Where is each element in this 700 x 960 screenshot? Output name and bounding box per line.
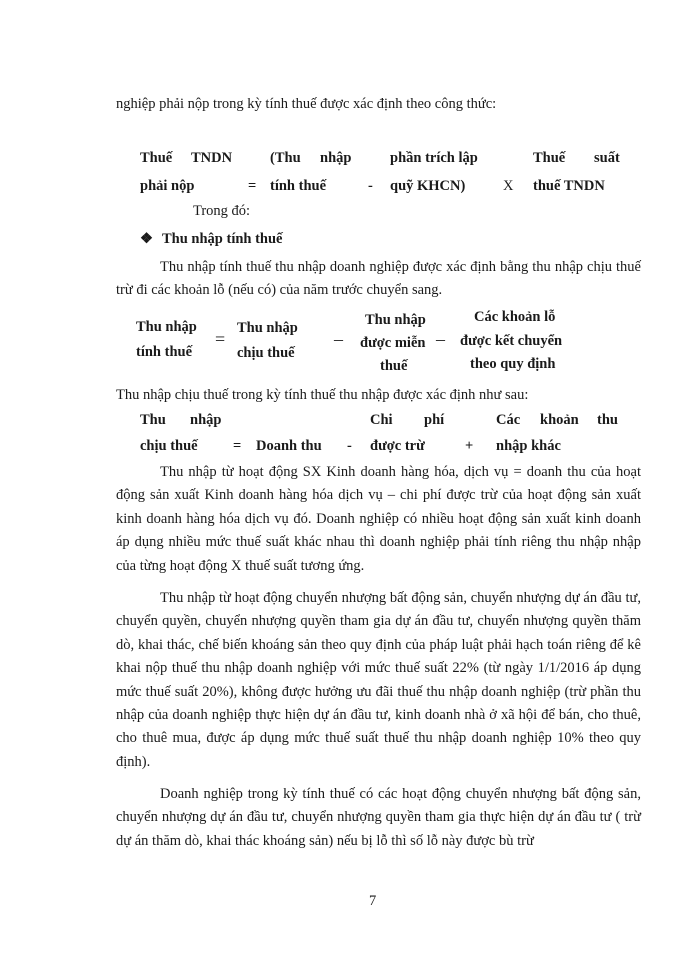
formula3-term: phí <box>424 412 445 428</box>
formula1-term: (Thu <box>270 150 301 166</box>
chiu-thue-line: Thu nhập chịu thuế trong kỳ tính thuế thu nhập được xác định như sau: <box>116 387 529 403</box>
section-bullet-icon: ❖ <box>140 231 153 247</box>
formula3-equals: = <box>233 438 242 454</box>
formula3-term: Các <box>496 412 521 428</box>
formula1-equals: = <box>248 178 257 194</box>
formula1-term: Thuế <box>533 150 566 166</box>
intro-line: nghiệp phải nộp trong kỳ tính thuế được xác định theo công thức: <box>116 96 497 112</box>
formula1-term: thuế TNDN <box>533 178 605 194</box>
formula2-term: tính thuế <box>136 344 193 360</box>
formula2-term: Thu nhập <box>237 320 298 336</box>
formula2-term: Các khoản lỗ <box>474 309 556 325</box>
formula1-times: X <box>503 178 514 194</box>
formula2-equals: = <box>215 329 226 349</box>
formula3-term: nhập khác <box>496 438 561 454</box>
formula3-term: được trừ <box>370 438 425 454</box>
formula3-term: chịu thuế <box>140 438 198 454</box>
formula2-term: được miễn <box>360 335 426 351</box>
formula3-term: nhập <box>190 412 222 428</box>
formula3-plus: + <box>465 438 474 454</box>
formula1-term: nhập <box>320 150 352 166</box>
formula1-term: Thuế <box>140 150 173 166</box>
formula2-term: theo quy định <box>470 356 556 372</box>
formula2-minus: – <box>436 329 445 349</box>
section-heading: Thu nhập tính thuế <box>162 231 283 247</box>
paragraph-loss-offset: Doanh nghiệp trong kỳ tính thuế có các hoạt động chuyển nhượng bất động sản, chuyển nhượng dự án đầu tư, chuyển nhượng quyền tham gia thực hiện dự án đầu tư ( trừ dự án thăm dò, khai thác khoáng sản) nếu bị lỗ thì số lỗ này được bù trừ <box>116 786 641 849</box>
formula3-term: khoản <box>540 412 579 428</box>
paragraph-taxable-income: Thu nhập tính thuế thu nhập doanh nghiệp được xác định bằng thu nhập chịu thuế trừ đi các khoản lỗ (nếu có) của năm trước chuyển sang. <box>116 259 641 299</box>
paragraph-real-estate-income: Thu nhập từ hoạt động chuyển nhượng bất động sản, chuyển nhượng dự án đầu tư, chuyển quyền, chuyển nhượng quyền tham gia dự án đầu tư, chuyển nhượng quyền thăm dò, khai thác, chế biến khoáng sản theo quy định của pháp luật phải hạch toán riêng để kê khai nộp thuế thu nhập doanh nghiệp với mức thuế suất 22% (từ ngày 1/1/2016 áp dụng mức thuế suất 20%), không được hưởng ưu đãi thuế thu nhập doanh nghiệp (trừ phần thu nhập của doanh nghiệp thực hiện dự án đầu tư, kinh doanh nhà ở xã hội để bán, cho thuê, cho thuê mua, được áp dụng mức thuế suất thuế thu nhập doanh nghiệp 10% theo quy định). <box>116 590 641 770</box>
formula3-term: Doanh thu <box>256 438 322 454</box>
formula3-minus: - <box>347 438 352 454</box>
formula2-minus: – <box>334 329 343 349</box>
formula1-term: phải nộp <box>140 178 195 194</box>
formula3-term: Thu <box>140 412 166 428</box>
formula2-term: Thu nhập <box>365 312 426 328</box>
paragraph-business-income: Thu nhập từ hoạt động SX Kinh doanh hàng hóa, dịch vụ = doanh thu của hoạt động sản xuất Kinh doanh hàng hóa dịch vụ – chi phí được trừ của hoạt động sản xuất kinh doanh hàng hóa dịch vụ đó. Doanh nghiệp có nhiều hoạt động sản xuất kinh doanh áp dụng nhiều mức thuế suất khác nhau thì doanh nghiệp phải tính riêng thu nhập nhập của từng hoạt động X thuế suất tương ứng. <box>116 464 641 574</box>
formula1-term: quỹ KHCN) <box>390 178 466 194</box>
formula3-term: Chi <box>370 412 393 428</box>
formula2-term: Thu nhập <box>136 319 197 335</box>
formula1-term: phần trích lập <box>390 150 478 166</box>
formula1-minus: - <box>368 178 373 194</box>
formula1-term: TNDN <box>191 150 233 166</box>
formula2-term: được kết chuyển <box>460 333 563 349</box>
formula3-term: thu <box>597 412 618 428</box>
formula2-term: thuế <box>380 358 408 374</box>
page-number: 7 <box>369 893 377 909</box>
formula2-term: chịu thuế <box>237 345 295 361</box>
trong-do-label: Trong đó: <box>193 203 251 219</box>
formula1-term: tính thuế <box>270 178 327 194</box>
formula1-term: suất <box>594 150 620 166</box>
